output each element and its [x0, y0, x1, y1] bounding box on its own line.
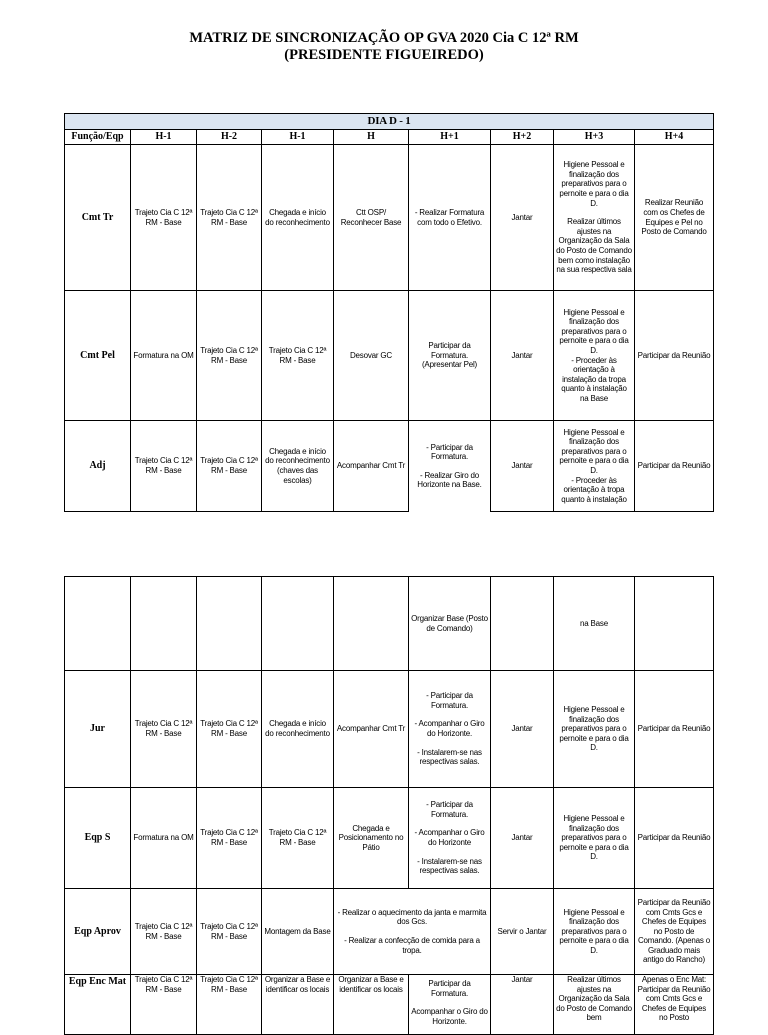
cell: Chegada e início do reconhecimento — [262, 145, 334, 291]
cell: Jantar — [491, 145, 554, 291]
cell: Ctt OSP/ Reconhecer Base — [334, 145, 409, 291]
cell: Trajeto Cia C 12ª RM - Base — [131, 671, 197, 788]
title-line-1: MATRIZ DE SINCRONIZAÇÃO OP GVA 2020 Cia C 12ª RM — [189, 30, 579, 46]
cell: Trajeto Cia C 12ª RM - Base — [197, 889, 262, 975]
cell: Jantar — [491, 671, 554, 788]
cell: Jantar — [491, 291, 554, 421]
cell — [334, 577, 409, 671]
sync-matrix-table-2 — [64, 576, 714, 1035]
cell: Organizar a Base e identificar os locais — [334, 975, 409, 1035]
cell: Participar da Reunião com Cmts Gcs e Chefes de Equipes no Posto de Comando. (Apenas o Graduado mais antigo do Rancho) — [635, 889, 714, 975]
table-row — [65, 291, 714, 421]
cell-text: - Realizar a confecção de comida para a tropa. — [344, 936, 480, 955]
cell: Trajeto Cia C 12ª RM - Base — [262, 291, 334, 421]
header-h-1b: H-1 — [262, 130, 334, 145]
cell: Realizar Reunião com os Chefes de Equipes e Pel no Posto de Comando — [635, 145, 714, 291]
cell — [334, 889, 491, 975]
header-funcao: Função/Eqp — [65, 130, 131, 145]
cell — [409, 788, 491, 889]
cell: Chegada e Posicionamento no Pátio — [334, 788, 409, 889]
cell: Acompanhar Cmt Tr — [334, 421, 409, 512]
cell: Participar da Reunião — [635, 421, 714, 512]
cell: Trajeto Cia C 12ª RM - Base — [197, 788, 262, 889]
cell: Jantar — [491, 975, 554, 1035]
cell: Participar da Reunião — [635, 788, 714, 889]
cell-text: Participar da Formatura. — [428, 979, 471, 998]
column-header-row — [65, 130, 714, 145]
day-label: DIA D - 1 — [65, 114, 714, 130]
cell-text: - Proceder às orientação à tropa quanto à instalação — [561, 475, 627, 504]
cell — [554, 421, 635, 512]
table-row — [65, 577, 714, 671]
cell: Trajeto Cia C 12ª RM - Base — [131, 145, 197, 291]
row-function: Eqp Enc Mat — [65, 975, 131, 1035]
cell-text: - Proceder às orientação à instalação da tropa quanto à instalação na Base — [561, 355, 627, 403]
document-title — [0, 30, 768, 64]
cell-text: - Acompanhar o Giro do Horizonte — [414, 828, 485, 847]
cell: Higiene Pessoal e finalização dos preparativos para o pernoite e para o dia D. — [554, 788, 635, 889]
cell — [131, 577, 197, 671]
cell — [635, 577, 714, 671]
table-row — [65, 889, 714, 975]
cell — [262, 577, 334, 671]
row-function: Cmt Pel — [65, 291, 131, 421]
cell: Trajeto Cia C 12ª RM - Base — [197, 421, 262, 512]
cell: Higiene Pessoal e finalização dos preparativos para o pernoite e para o dia D. — [554, 889, 635, 975]
cell: Trajeto Cia C 12ª RM - Base — [131, 889, 197, 975]
cell — [554, 145, 635, 291]
cell: Chegada e início do reconhecimento (chaves das escolas) — [262, 421, 334, 512]
cell — [65, 577, 131, 671]
cell-text: Higiene Pessoal e finalização dos preparativos para o pernoite e para o dia D. — [559, 160, 629, 208]
cell-text: - Participar da Formatura. — [426, 800, 473, 819]
table-row — [65, 145, 714, 291]
header-h+3: H+3 — [554, 130, 635, 145]
cell: Trajeto Cia C 12ª RM - Base — [131, 975, 197, 1035]
cell: Desovar GC — [334, 291, 409, 421]
cell-text: Higiene Pessoal e finalização dos preparativos para o pernoite e para o dia D. — [559, 427, 629, 475]
table-row — [65, 671, 714, 788]
row-function: Cmt Tr — [65, 145, 131, 291]
cell — [409, 671, 491, 788]
cell: Chegada e início do reconhecimento — [262, 671, 334, 788]
header-h-2: H-2 — [197, 130, 262, 145]
cell: Trajeto Cia C 12ª RM - Base — [131, 421, 197, 512]
cell — [409, 421, 491, 512]
cell: Servir o Jantar — [491, 889, 554, 975]
cell: Apenas o Enc Mat: Participar da Reunião com Cmts Gcs e Chefes de Equipes no Posto — [635, 975, 714, 1035]
cell: Participar da Formatura. (Apresentar Pel) — [409, 291, 491, 421]
cell: Trajeto Cia C 12ª RM - Base — [197, 291, 262, 421]
cell: Organizar a Base e identificar os locais — [262, 975, 334, 1035]
cell: - Realizar Formatura com todo o Efetivo. — [409, 145, 491, 291]
row-function: Adj — [65, 421, 131, 512]
cell-text: Higiene Pessoal e finalização dos preparativos para o pernoite e para o dia D. — [559, 307, 629, 355]
cell: Realizar últimos ajustes na Organização da Sala do Posto de Comando bem — [554, 975, 635, 1035]
cell-text: Realizar últimos ajustes na Organização da Sala do Posto de Comando bem como instalação na sua respectiva sala — [556, 217, 632, 275]
header-h+1: H+1 — [409, 130, 491, 145]
cell-text: - Acompanhar o Giro do Horizonte. — [414, 719, 485, 738]
header-h+2: H+2 — [491, 130, 554, 145]
cell-text: - Participar da Formatura. — [426, 442, 473, 462]
cell-text: - Realizar o aquecimento da janta e marmita dos Gcs. — [337, 907, 487, 927]
cell-text: Acompanhar o Giro do Horizonte. — [411, 1007, 488, 1026]
cell: Trajeto Cia C 12ª RM - Base — [197, 671, 262, 788]
sync-matrix-table-1 — [64, 113, 714, 512]
header-h+4: H+4 — [635, 130, 714, 145]
cell: Trajeto Cia C 12ª RM - Base — [197, 145, 262, 291]
header-h-1: H-1 — [131, 130, 197, 145]
cell: na Base — [554, 577, 635, 671]
table-row — [65, 421, 714, 512]
cell: Formatura na OM — [131, 788, 197, 889]
row-function: Eqp Aprov — [65, 889, 131, 975]
cell: Trajeto Cia C 12ª RM - Base — [262, 788, 334, 889]
cell: Acompanhar Cmt Tr — [334, 671, 409, 788]
cell: Formatura na OM — [131, 291, 197, 421]
cell: Jantar — [491, 421, 554, 512]
cell: Participar da Reunião — [635, 671, 714, 788]
day-header-row — [65, 114, 714, 130]
cell — [409, 975, 491, 1035]
cell: Participar da Reunião — [635, 291, 714, 421]
cell — [554, 291, 635, 421]
cell: Trajeto Cia C 12ª RM - Base — [197, 975, 262, 1035]
cell: Montagem da Base — [262, 889, 334, 975]
cell-text: - Instalarem-se nas respectivas salas. — [417, 856, 482, 876]
row-function: Jur — [65, 671, 131, 788]
cell: Higiene Pessoal e finalização dos preparativos para o pernoite e para o dia D. — [554, 671, 635, 788]
cell-text: - Instalarem-se nas respectivas salas. — [417, 747, 482, 767]
cell-text: - Realizar Giro do Horizonte na Base. — [417, 470, 482, 490]
table-row — [65, 975, 714, 1035]
cell — [197, 577, 262, 671]
table-row — [65, 788, 714, 889]
cell-text: - Participar da Formatura. — [426, 691, 473, 710]
row-function: Eqp S — [65, 788, 131, 889]
title-line-2: (PRESIDENTE FIGUEIREDO) — [284, 47, 484, 63]
cell: Organizar Base (Posto de Comando) — [409, 577, 491, 671]
header-h: H — [334, 130, 409, 145]
cell — [491, 577, 554, 671]
cell: Jantar — [491, 788, 554, 889]
